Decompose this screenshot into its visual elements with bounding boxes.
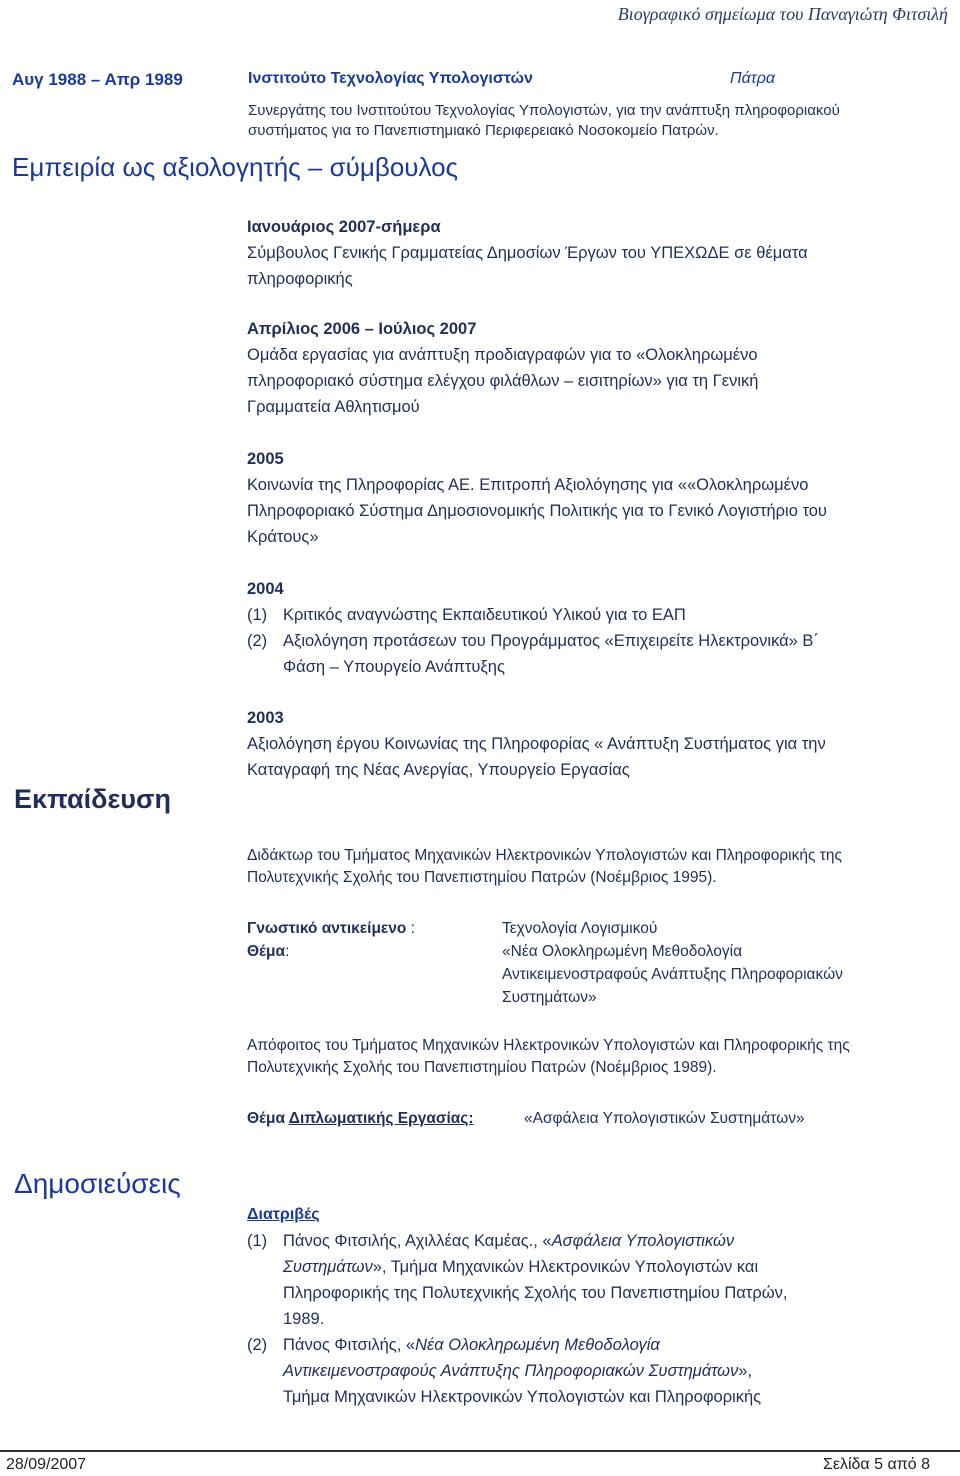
publication-item (247, 1228, 947, 1332)
degree-line: Πολυτεχνικής Σχολής του Πανεπιστημίου Πατρών (Νοέμβριος 1989). (247, 1059, 717, 1076)
subject-value: Τεχνολογία Λογισμικού (502, 920, 658, 937)
entry-date: Ιανουάριος 2007-σήμερα (247, 218, 441, 236)
publications-subheading: Διατριβές (247, 1206, 320, 1223)
entry-date: 2005 (247, 450, 284, 468)
entry-line: πληροφορικής (247, 270, 353, 288)
entry-line: Ομάδα εργασίας για ανάπτυξη προδιαγραφών για το «Ολοκληρωμένο (247, 346, 758, 364)
footer-page-number: Σελίδα 5 από 8 (822, 1456, 930, 1473)
phd-subject-labels (247, 917, 415, 963)
phd-subject-values (502, 917, 843, 1009)
publication-item (247, 1332, 947, 1410)
pub-text: », Τμήμα Μηχανικών Ηλεκτρονικών Υπολογιστών και (372, 1258, 759, 1276)
entry-description-2: συστήματος για το Πανεπιστημιακό Περιφερειακό Νοσοκομείο Πατρών. (248, 122, 719, 139)
entry-date: Απρίλιος 2006 – Ιούλιος 2007 (247, 320, 477, 338)
subject-colon: : (406, 920, 415, 937)
pub-text: Πληροφορικής της Πολυτεχνικής Σχολής του Πανεπιστημίου Πατρών, (283, 1284, 788, 1302)
consultant-entry (247, 316, 947, 420)
pub-authors: Πάνος Φιτσιλής, Αχιλλέας Καμέας., « (283, 1232, 552, 1250)
degree-line: Διδάκτωρ του Τμήματος Μηχανικών Ηλεκτρονικών Υπολογιστών και Πληροφορικής της (247, 847, 842, 864)
thesis-label-a: Θέμα (247, 1110, 289, 1127)
degree-line: Πολυτεχνικής Σχολής του Πανεπιστημίου Πατρών (Νοέμβριος 1995). (247, 869, 717, 886)
entry-line: Πληροφοριακό Σύστημα Δημοσιονομικής Πολιτικής για το Γενικό Λογιστήριο του (247, 502, 827, 520)
consultant-entry (247, 576, 947, 680)
entry-date: 2004 (247, 580, 284, 598)
pub-authors: Πάνος Φιτσιλής, « (283, 1336, 416, 1354)
running-header: Βιογραφικό σημείωμα του Παναγιώτη Φιτσιλή (617, 4, 948, 24)
entry-line: Κράτους» (247, 528, 319, 546)
phd-degree (247, 845, 842, 889)
footer-divider (0, 1450, 960, 1452)
topic-line: Συστημάτων» (502, 989, 597, 1006)
entry-dates: Αυγ 1988 – Απρ 1989 (12, 70, 183, 89)
entry-description-1: Συνεργάτης του Ινστιτούτου Τεχνολογίας Υπολογιστών, για την ανάπτυξη πληροφοριακού (248, 102, 840, 119)
list-item (247, 602, 947, 628)
list-text: Κριτικός αναγνώστης Εκπαιδευτικού Υλικού για το ΕΑΠ (283, 606, 686, 624)
entry-date: 2003 (247, 709, 284, 727)
entry-city: Πάτρα (730, 70, 775, 87)
consultant-entry (247, 705, 947, 783)
list-number: (2) (247, 1336, 268, 1354)
pub-title: Συστημάτων (283, 1258, 373, 1276)
pub-title: Νέα Ολοκληρωμένη Μεθοδολογία (415, 1336, 660, 1354)
subject-label: Γνωστικό αντικείμενο (247, 920, 407, 937)
pub-title: Αντικειμενοστραφούς Ανάπτυξης Πληροφοριακών Συστημάτων (283, 1362, 739, 1380)
topic-colon: : (285, 943, 290, 960)
topic-label: Θέμα (247, 943, 286, 960)
list-number: (1) (247, 606, 268, 624)
pub-title: Ασφάλεια Υπολογιστικών (551, 1232, 735, 1250)
entry-line: Καταγραφή της Νέας Ανεργίας, Υπουργείο Εργασίας (247, 761, 630, 779)
entry-line: Γραμματεία Αθλητισμού (247, 398, 420, 416)
section-heading-publications: Δημοσιεύσεις (14, 1168, 181, 1199)
list-number: (1) (247, 1232, 268, 1250)
consultant-entry (247, 214, 947, 292)
consultant-entry (247, 446, 947, 550)
entry-organization: Ινστιτούτο Τεχνολογίας Υπολογιστών (248, 70, 533, 87)
degree-line: Απόφοιτος του Τμήματος Μηχανικών Ηλεκτρονικών Υπολογιστών και Πληροφορικής της (247, 1037, 850, 1054)
entry-line: πληροφοριακό σύστημα ελέγχου φιλάθλων – εισιτηρίων» για τη Γενική (247, 372, 759, 390)
pub-text: 1989. (283, 1310, 325, 1328)
entry-line: Σύμβουλος Γενικής Γραμματείας Δημοσίων Έργων του ΥΠΕΧΩΔΕ σε θέματα (247, 244, 808, 262)
section-heading-education: Εκπαίδευση (14, 784, 171, 814)
section-heading-consultant: Εμπειρία ως αξιολογητής – σύμβουλος (12, 152, 459, 182)
list-text: Αξιολόγηση προτάσεων του Προγράμματος «Επιχειρείτε Ηλεκτρονικά» Β΄ (283, 632, 819, 650)
thesis-label (247, 1109, 474, 1129)
pub-text: Τμήμα Μηχανικών Ηλεκτρονικών Υπολογιστών και Πληροφορικής (283, 1388, 762, 1406)
entry-line: Κοινωνία της Πληροφορίας ΑΕ. Επιτροπή Αξιολόγησης για ««Ολοκληρωμένο (247, 476, 809, 494)
footer-date: 28/09/2007 (6, 1456, 87, 1473)
topic-line: Αντικειμενοστραφούς Ανάπτυξης Πληροφοριακών (502, 966, 843, 983)
diploma-degree (247, 1035, 850, 1079)
list-text: Φάση – Υπουργείο Ανάπτυξης (283, 658, 505, 676)
topic-line: «Νέα Ολοκληρωμένη Μεθοδολογία (502, 943, 743, 960)
list-item (247, 628, 947, 680)
entry-line: Αξιολόγηση έργου Κοινωνίας της Πληροφορίας « Ανάπτυξη Συστήματος για την (247, 735, 826, 753)
thesis-value: «Ασφάλεια Υπολογιστικών Συστημάτων» (524, 1110, 805, 1127)
thesis-label-b: Διπλωματικής Εργασίας: (288, 1110, 474, 1127)
pub-text: », (738, 1362, 753, 1380)
list-number: (2) (247, 632, 268, 650)
